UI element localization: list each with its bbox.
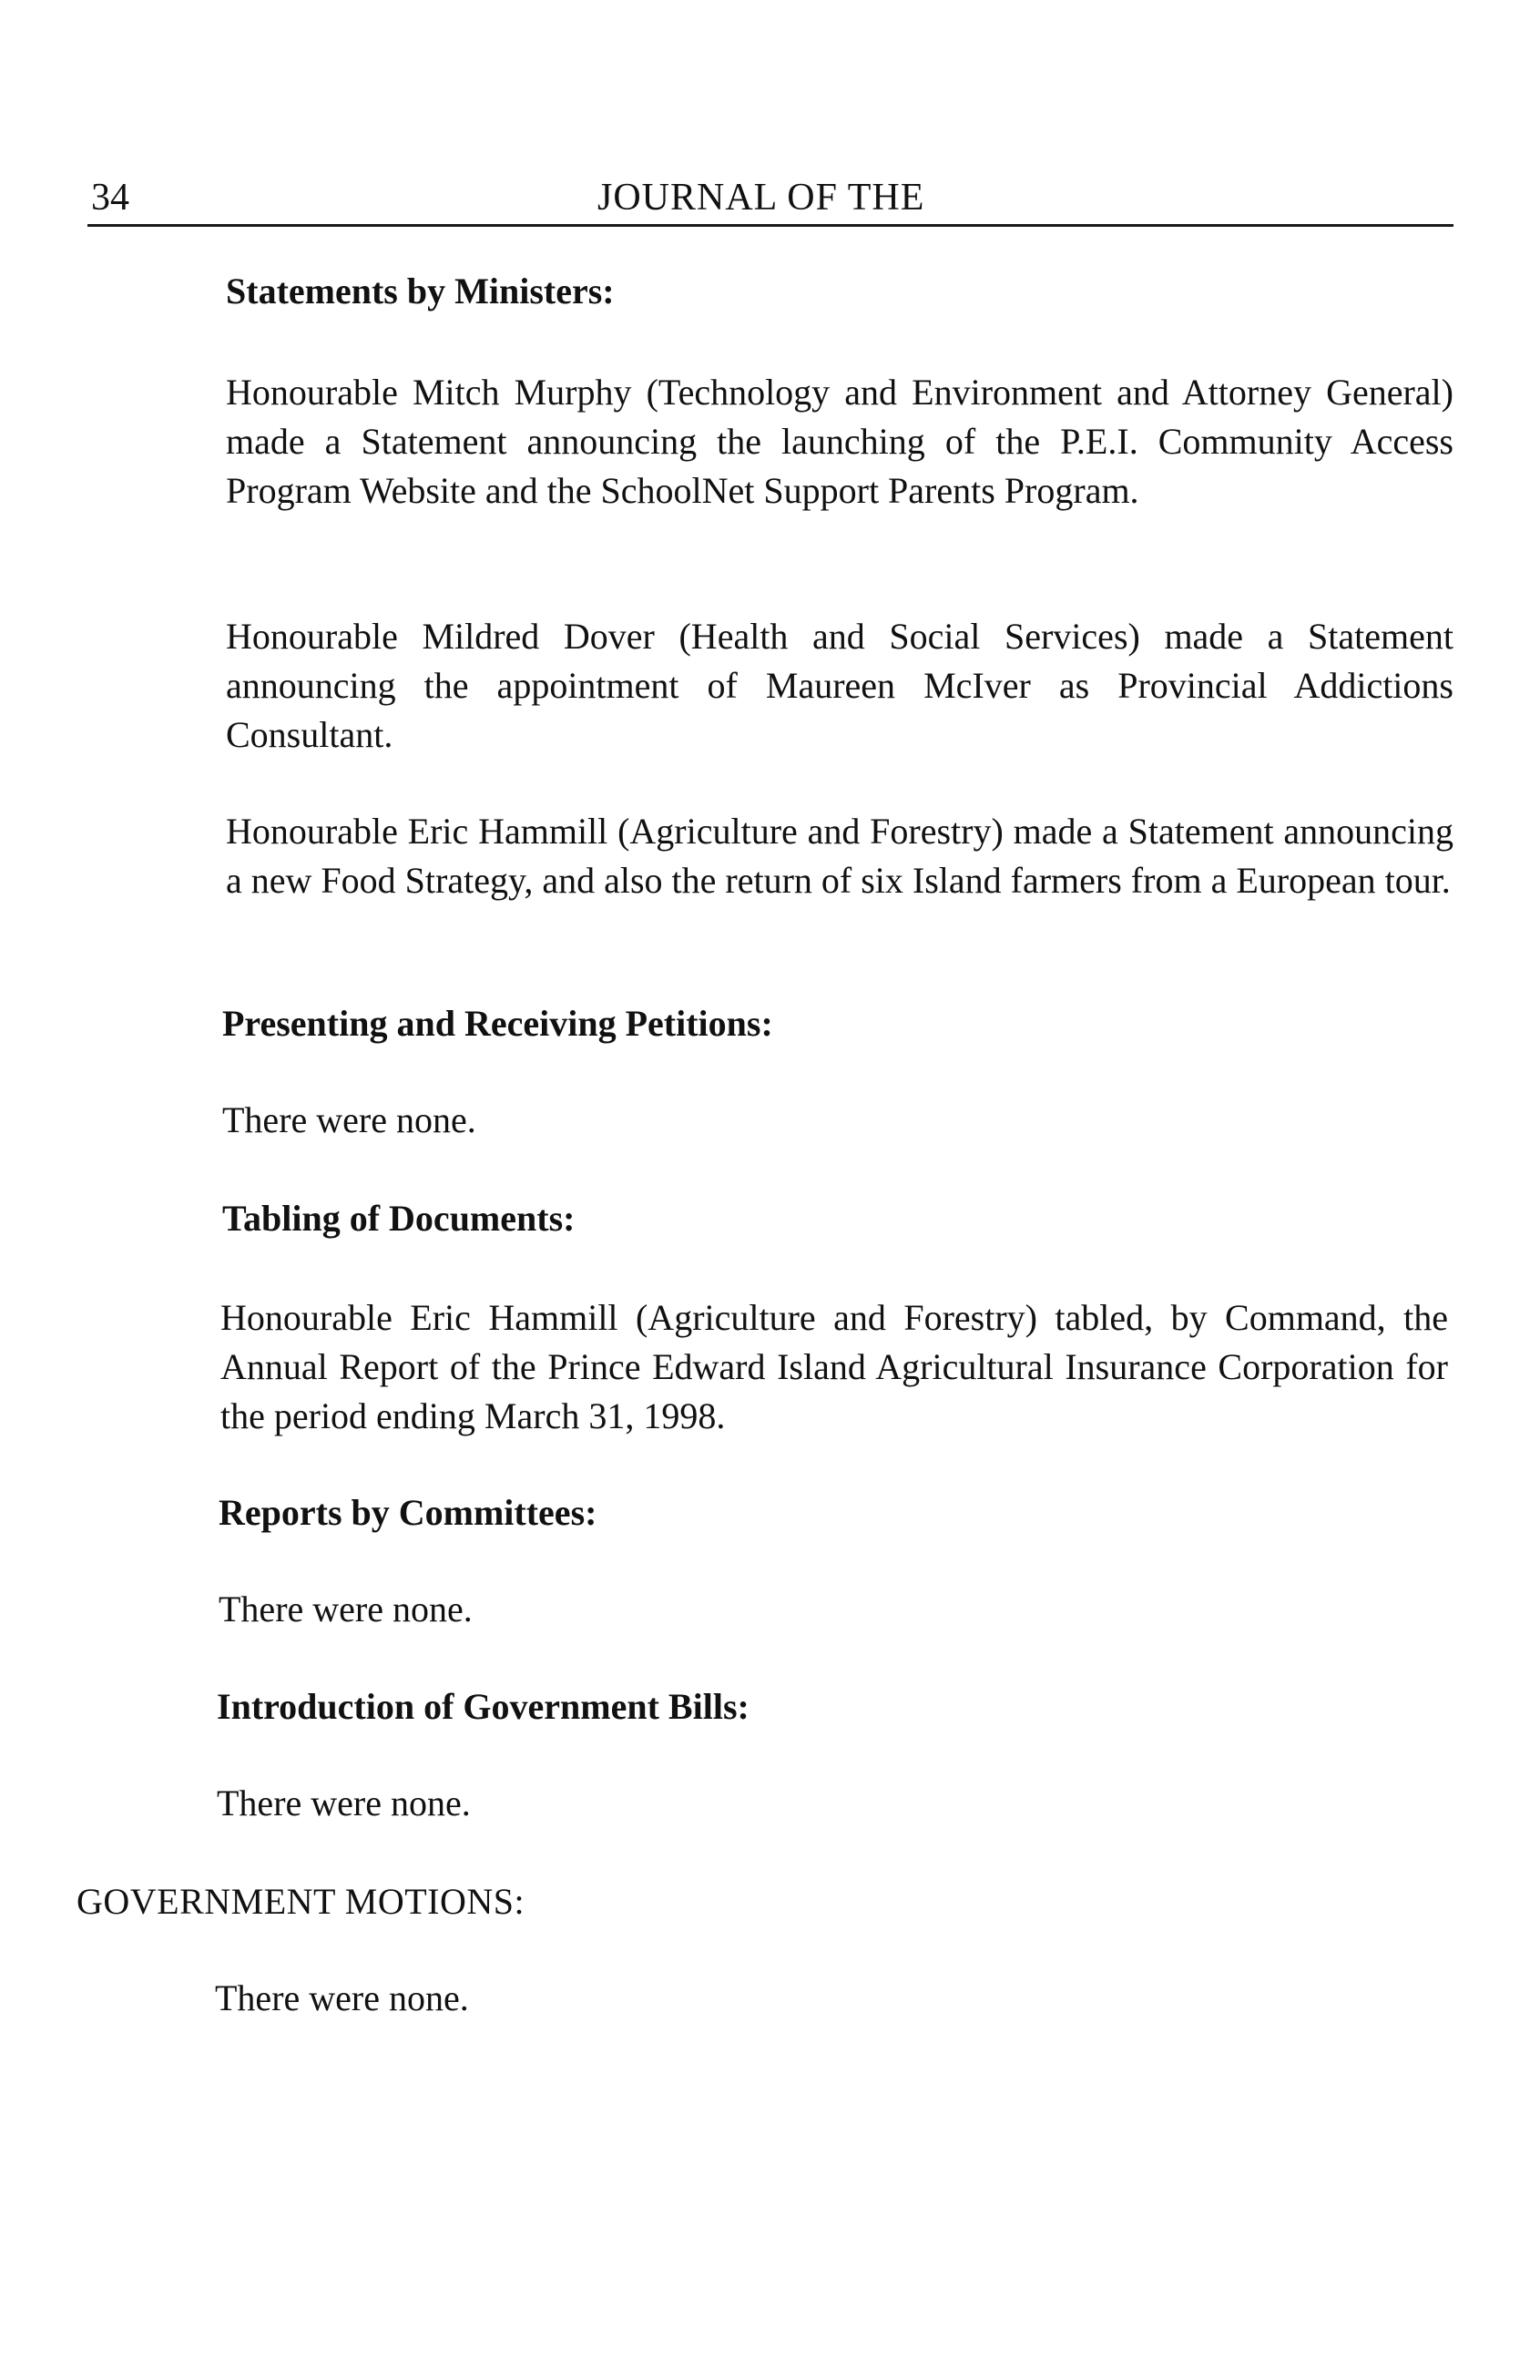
paragraph-statement-hammill: Honourable Eric Hammill (Agriculture and Forestry) made a Statement announcing a new Food Strategy, and also the return of six Island farmers from a European tour. — [226, 811, 1453, 901]
paragraph-bills-none: There were none. — [217, 1782, 471, 1823]
section-heading-reports-by-committees: Reports by Committees: — [219, 1492, 597, 1533]
running-head: JOURNAL OF THE — [597, 177, 925, 219]
section-heading-petitions: Presenting and Receiving Petitions: — [222, 1003, 773, 1044]
section-heading-statements-by-ministers: Statements by Ministers: — [226, 271, 615, 312]
page-number: 34 — [91, 177, 129, 219]
page-header — [87, 166, 1453, 227]
section-heading-tabling-of-documents: Tabling of Documents: — [222, 1198, 576, 1239]
section-heading-government-bills: Introduction of Government Bills: — [217, 1686, 750, 1727]
major-heading-government-motions: GOVERNMENT MOTIONS: — [76, 1881, 525, 1922]
paragraph-tabling-hammill: Honourable Eric Hammill (Agriculture and Forestry) tabled, by Command, the Annual Report of the Prince Edward Island Agricultural Insurance Corporation for the period ending March 31, 1998. — [220, 1297, 1448, 1436]
paragraph-reports-none: There were none. — [219, 1588, 473, 1629]
paragraph-petitions-none: There were none. — [222, 1099, 476, 1140]
paragraph-statement-dover: Honourable Mildred Dover (Health and Social Services) made a Statement announcing the appointment of Maureen McIver as Provincial Addictions Consultant. — [226, 616, 1453, 755]
paragraph-statement-murphy: Honourable Mitch Murphy (Technology and Environment and Attorney General) made a Statement announcing the launching of the P.E.I. Community Access Program Website and the SchoolNet Support Parents Program. — [226, 372, 1453, 511]
paragraph-motions-none: There were none. — [215, 1977, 469, 2018]
